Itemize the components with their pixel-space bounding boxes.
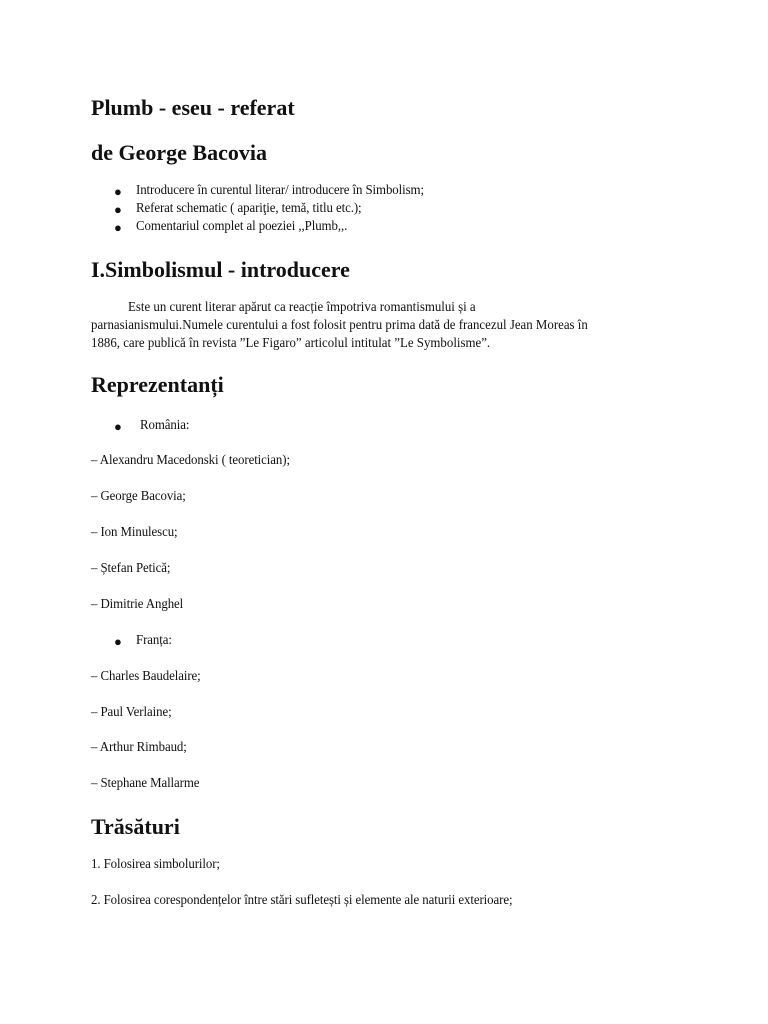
- list-item: – Paul Verlaine;: [91, 705, 172, 720]
- group-label-franta: Franța:: [136, 633, 172, 648]
- list-item: – Ștefan Petică;: [91, 561, 171, 576]
- paragraph-line: Este un curent literar apărut ca reacție împotriva romantismului și a: [128, 300, 476, 315]
- document-title: Plumb - eseu - referat: [91, 95, 295, 120]
- list-item: – Alexandru Macedonski ( teoretician);: [91, 453, 290, 468]
- toc-item: Referat schematic ( apariţie, temă, titlu etc.);: [136, 201, 362, 216]
- list-item: – Dimitrie Anghel: [91, 597, 184, 612]
- section-heading: I.Simbolismul - introducere: [91, 257, 350, 282]
- paragraph-line: 1886, care publică în revista ”Le Figaro” articolul intitulat ”Le Symbolisme”.: [91, 336, 491, 351]
- list-item: 2. Folosirea corespondențelor între stări sufletești și elemente ale naturii exterioare;: [91, 893, 513, 908]
- bullet-icon: ●: [114, 184, 122, 199]
- list-item: – Ion Minulescu;: [91, 525, 178, 540]
- section-heading: Reprezentanți: [91, 372, 224, 397]
- bullet-icon: ●: [114, 419, 122, 434]
- list-item: – Stephane Mallarme: [91, 776, 200, 791]
- bullet-icon: ●: [114, 634, 122, 649]
- group-label-romania: România:: [140, 418, 190, 433]
- list-item: – Arthur Rimbaud;: [91, 740, 187, 755]
- list-item: 1. Folosirea simbolurilor;: [91, 857, 220, 872]
- document-subtitle: de George Bacovia: [91, 140, 267, 165]
- list-item: – Charles Baudelaire;: [91, 669, 201, 684]
- section-heading: Trăsături: [91, 814, 180, 839]
- paragraph-line: parnasianismului.Numele curentului a fost folosit pentru prima dată de francezul Jean Moreas în: [91, 318, 588, 333]
- bullet-icon: ●: [114, 220, 122, 235]
- toc-item: Comentariul complet al poeziei ,,Plumb,,.: [136, 219, 348, 234]
- toc-item: Introducere în curentul literar/ introducere în Simbolism;: [136, 183, 424, 198]
- list-item: – George Bacovia;: [91, 489, 186, 504]
- bullet-icon: ●: [114, 202, 122, 217]
